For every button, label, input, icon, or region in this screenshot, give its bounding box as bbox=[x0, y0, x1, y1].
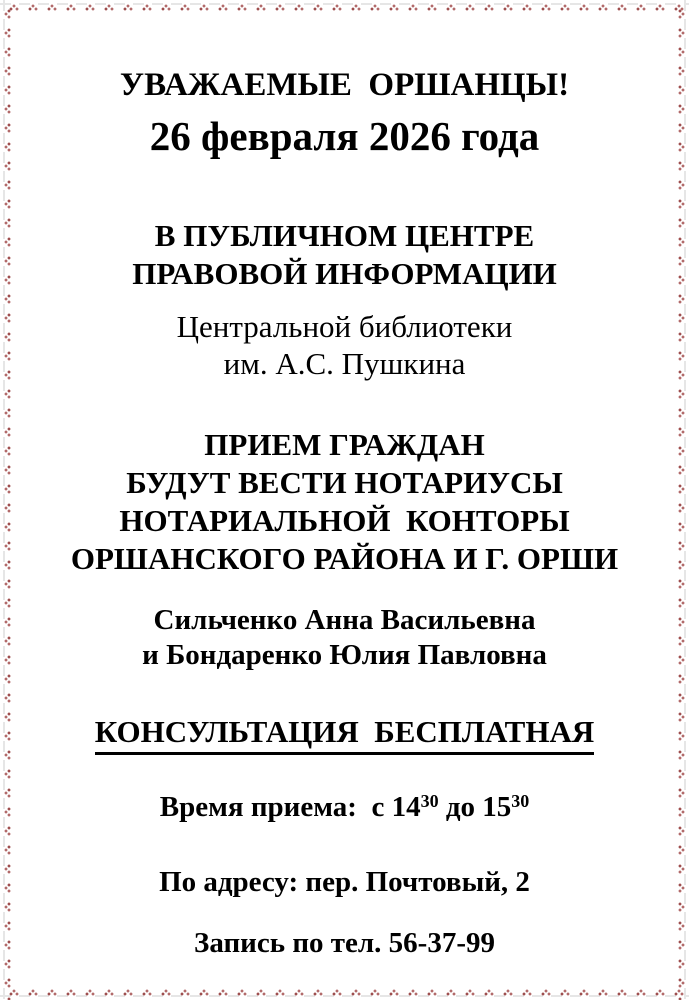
consultation-underlined-text: КОНСУЛЬТАЦИЯ БЕСПЛАТНАЯ bbox=[95, 714, 594, 755]
heading-date: 26 февраля 2026 года bbox=[149, 113, 540, 160]
notary-name-2: и Бондаренко Юлия Павловна bbox=[142, 639, 547, 672]
time-prefix: Время приема: с 14 bbox=[159, 791, 421, 824]
address-line: По адресу: пер. Почтовый, 2 bbox=[159, 866, 530, 899]
event-line3: НОТАРИАЛЬНОЙ КОНТОРЫ bbox=[119, 502, 570, 538]
time-superscript-1: 30 bbox=[420, 791, 439, 812]
decorative-border-top bbox=[0, 0, 689, 13]
notary-name-1: Сильченко Анна Васильевна bbox=[153, 604, 536, 637]
decorative-border-left bbox=[0, 0, 13, 1000]
library-line1: Центральной библиотеки bbox=[176, 308, 513, 344]
library-line2: им. А.С. Пушкина bbox=[223, 346, 466, 381]
venue-line2: ПРАВОВОЙ ИНФОРМАЦИИ bbox=[132, 255, 557, 291]
reception-time-line bbox=[13, 790, 676, 825]
event-line4: ОРШАНСКОГО РАЙОНА И Г. ОРШИ bbox=[70, 540, 619, 576]
heading-line1: УВАЖАЕМЫЕ ОРШАНЦЫ! bbox=[119, 67, 570, 103]
event-line2: БУДУТ ВЕСТИ НОТАРИУСЫ bbox=[126, 465, 563, 500]
decorative-border-bottom bbox=[0, 987, 689, 1000]
consultation-line bbox=[13, 713, 676, 750]
event-line1: ПРИЕМ ГРАЖДАН bbox=[204, 427, 485, 463]
phone-line: Запись по тел. 56-37-99 bbox=[194, 926, 495, 959]
decorative-border-right bbox=[676, 0, 689, 1000]
venue-line1: В ПУБЛИЧНОМ ЦЕНТРЕ bbox=[154, 218, 535, 254]
poster-content bbox=[13, 13, 676, 987]
time-superscript-2: 30 bbox=[511, 791, 530, 812]
time-middle: до 15 bbox=[438, 791, 512, 824]
